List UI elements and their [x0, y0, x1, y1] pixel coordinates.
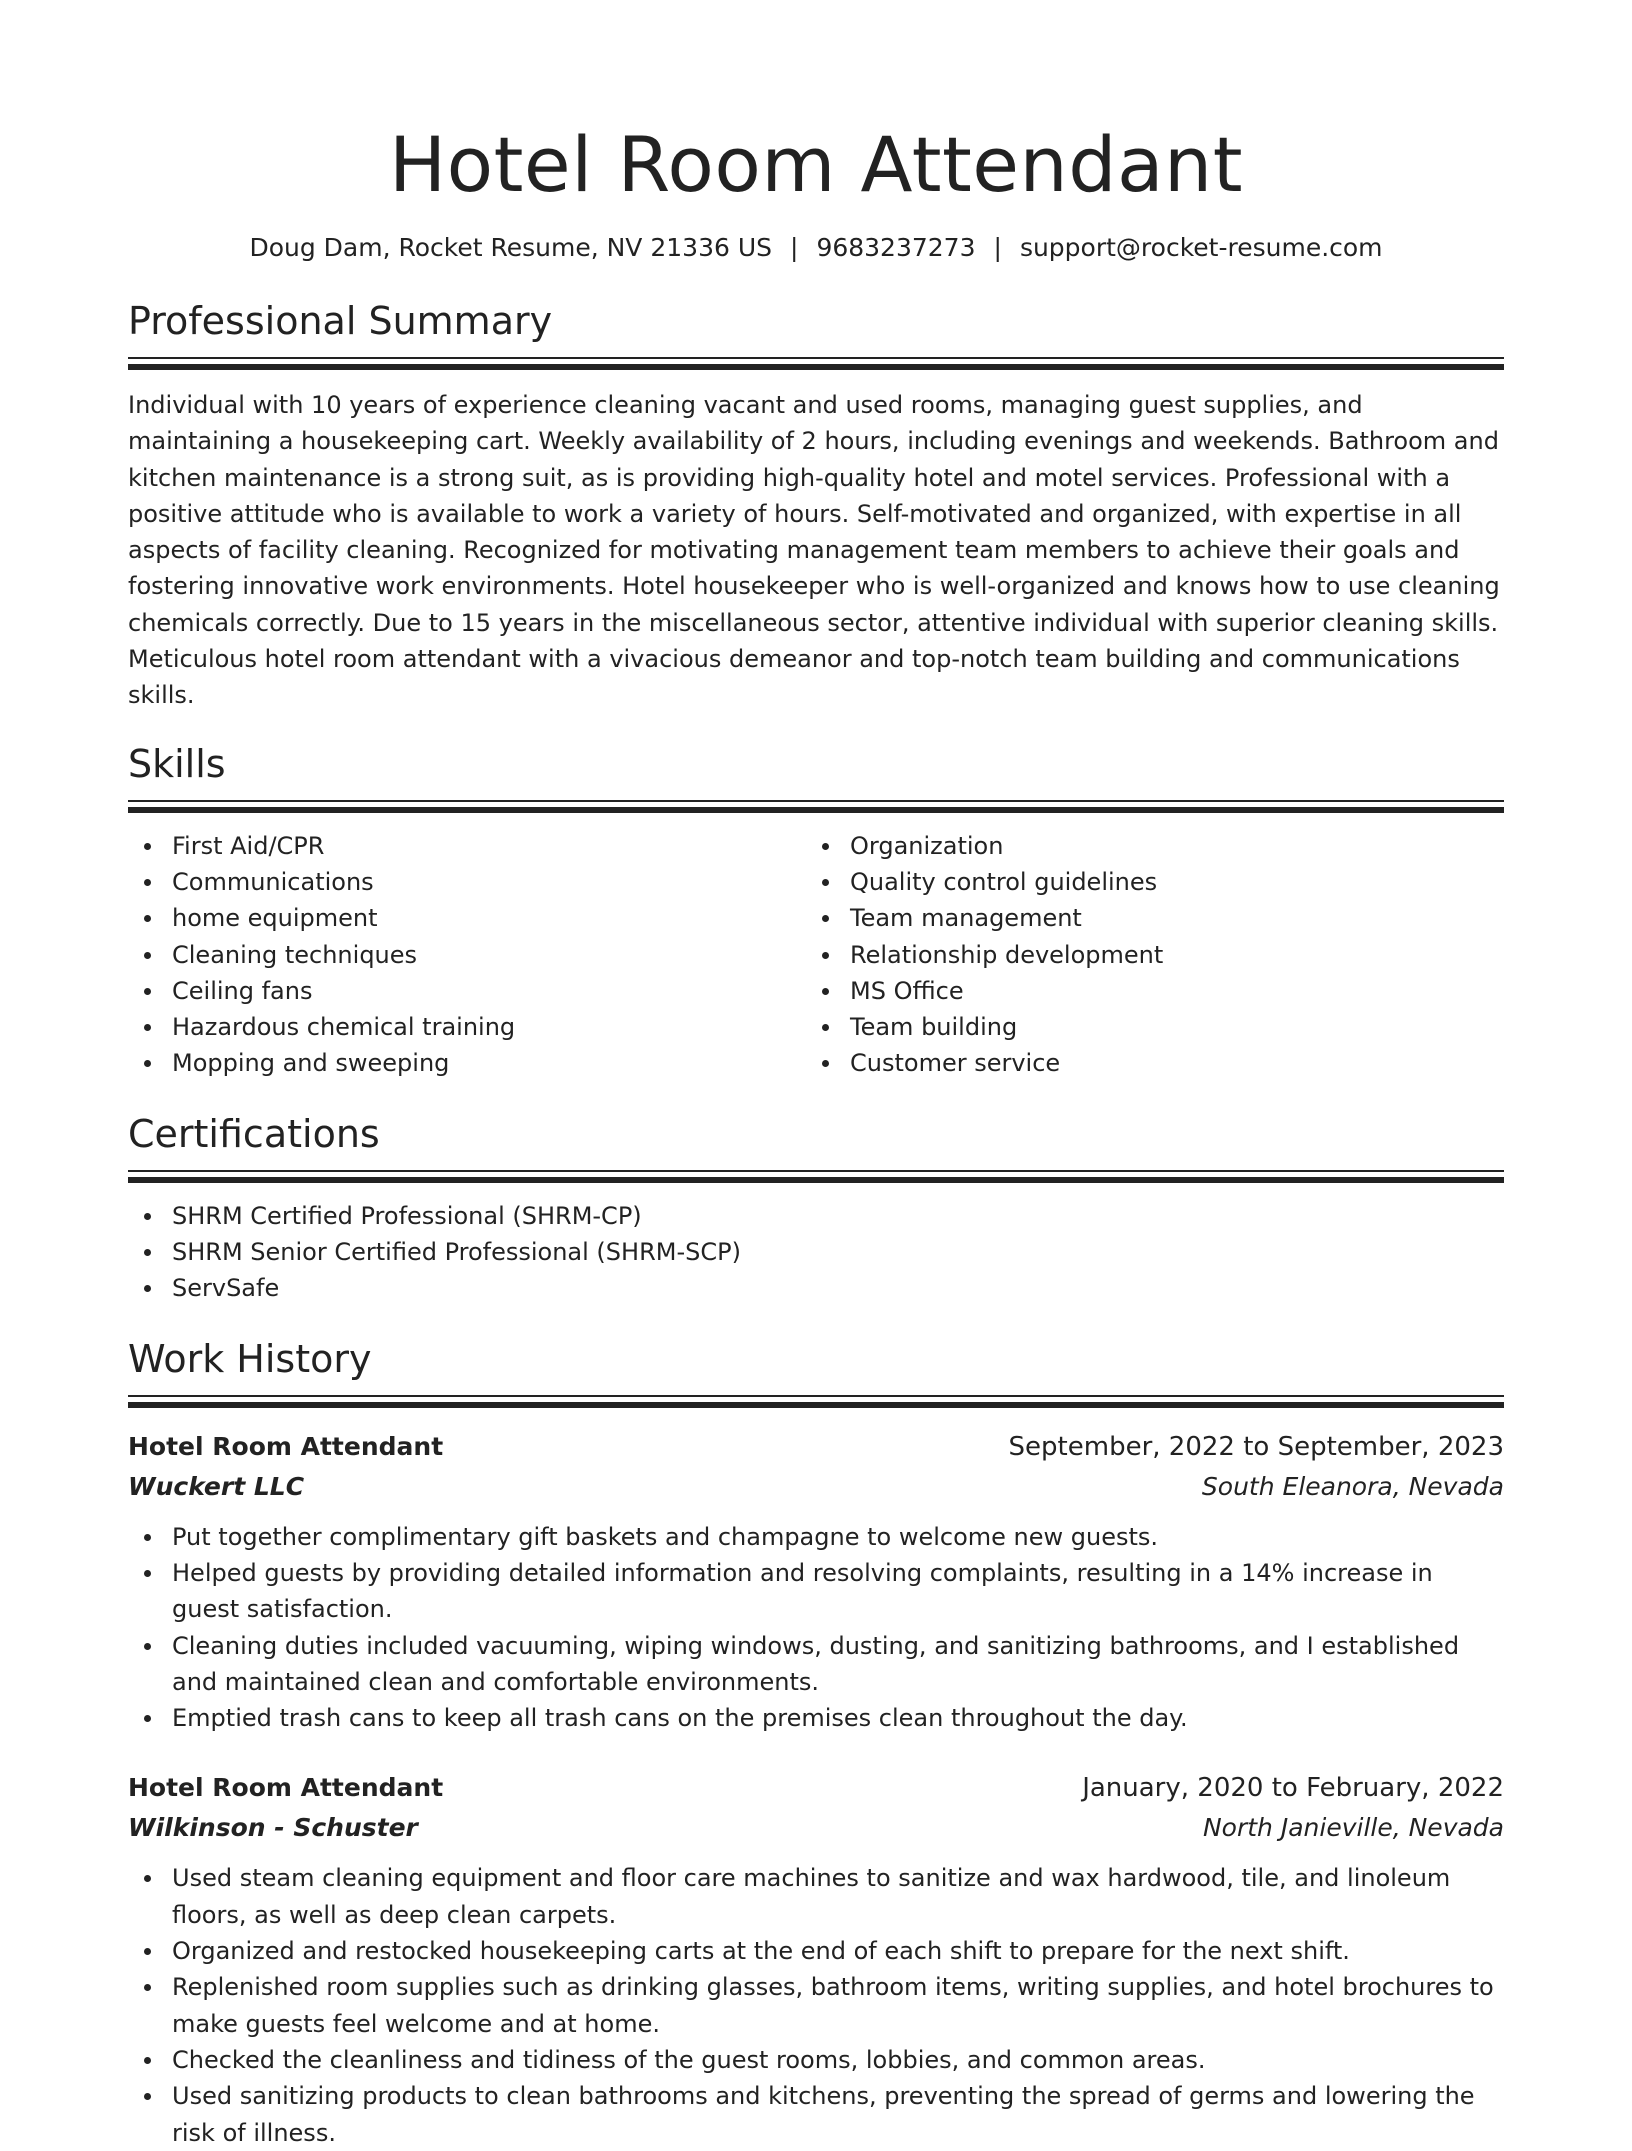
skill-item: Relationship development: [806, 937, 1484, 973]
job-bullets: [128, 1860, 1504, 2150]
certification-item: ServSafe: [128, 1270, 1504, 1306]
job-company: Wilkinson - Schuster: [128, 1813, 418, 1843]
certification-item: SHRM Senior Certified Professional (SHRM-SCP): [128, 1234, 1504, 1270]
section-divider: [128, 357, 1504, 371]
job-company-row: [128, 1467, 1504, 1507]
job-dates: January, 2020 to February, 2022: [1082, 1773, 1504, 1804]
job-bullets: [128, 1519, 1504, 1737]
job-bullet: Checked the cleanliness and tidiness of the guest rooms, lobbies, and common areas.: [128, 2042, 1504, 2078]
job-bullet: Used sanitizing products to clean bathrooms and kitchens, preventing the spread of germs and lowering the risk of illness.: [128, 2078, 1504, 2151]
job-title: Hotel Room Attendant: [128, 1431, 444, 1461]
job-header-row: [128, 1427, 1504, 1467]
certification-item: SHRM Certified Professional (SHRM-CP): [128, 1198, 1504, 1234]
contact-address: Doug Dam, Rocket Resume, NV 21336 US: [249, 233, 772, 262]
certifications-section: [128, 1110, 1504, 1307]
resume-page: [128, 0, 1504, 2151]
certifications-heading: Certifications: [128, 1111, 380, 1156]
job-location: South Eleanora, Nevada: [1201, 1471, 1504, 1501]
skills-heading: Skills: [128, 741, 226, 786]
skills-list-right: [806, 828, 1484, 1082]
job-company: Wuckert LLC: [128, 1471, 305, 1501]
skill-item: Organization: [806, 828, 1484, 864]
contact-phone: 9683237273: [816, 233, 976, 262]
skills-list-left: [128, 828, 806, 1082]
summary-section: [128, 297, 1504, 714]
skill-item: MS Office: [806, 973, 1484, 1009]
summary-text: Individual with 10 years of experience cleaning vacant and used rooms, managing guest supplies, and maintaining a housekeeping cart. Weekly availability of 2 hours, including evenings and weekends. Bathroom and kitchen maintenance is a strong suit, as is providing high-quality hotel and motel services. Professional with a positive attitude who is available to work a variety of hours. Self-motivated and organized, with expertise in all aspects of facility cleaning. Recognized for motivating management team members to achieve their goals and fostering innovative work environments. Hotel housekeeper who is well-organized and knows how to use cleaning chemicals correctly. Due to 15 years in the miscellaneous sector, attentive individual with superior cleaning skills. Meticulous hotel room attendant with a vivacious demeanor and top-notch team building and communications skills.: [128, 391, 1500, 710]
job-location: North Janieville, Nevada: [1202, 1813, 1504, 1843]
contact-email[interactable]: support@rocket-resume.com: [1019, 233, 1383, 262]
contact-separator: |: [790, 233, 799, 262]
skill-item: Mopping and sweeping: [128, 1045, 806, 1081]
work-history-heading: Work History: [128, 1336, 372, 1381]
certifications-list: [128, 1198, 1504, 1307]
skills-grid: [128, 828, 1504, 1082]
job-entry: [128, 1427, 1504, 1737]
skill-item: Communications: [128, 864, 806, 900]
skill-item: Team management: [806, 900, 1484, 936]
job-title: Hotel Room Attendant: [128, 1773, 444, 1803]
skills-section: [128, 740, 1504, 1082]
resume-title: Hotel Room Attendant: [388, 120, 1243, 209]
contact-line: [128, 232, 1504, 264]
summary-heading: Professional Summary: [128, 299, 553, 343]
contact-separator: |: [993, 233, 1002, 262]
skill-item: Hazardous chemical training: [128, 1009, 806, 1045]
skill-item: Quality control guidelines: [806, 864, 1484, 900]
job-bullet: Emptied trash cans to keep all trash cans on the premises clean throughout the day.: [128, 1700, 1504, 1736]
job-bullet: Organized and restocked housekeeping carts at the end of each shift to prepare for the next shift.: [128, 1933, 1504, 1969]
skill-item: home equipment: [128, 900, 806, 936]
job-company-row: [128, 1808, 1504, 1848]
skill-item: Customer service: [806, 1045, 1484, 1081]
job-dates: September, 2022 to September, 2023: [1008, 1431, 1504, 1462]
section-divider: [128, 1170, 1504, 1184]
job-entry: [128, 1768, 1504, 2150]
skill-item: Team building: [806, 1009, 1484, 1045]
skill-item: Ceiling fans: [128, 973, 806, 1009]
skill-item: First Aid/CPR: [128, 828, 806, 864]
section-divider: [128, 800, 1504, 814]
job-header-row: [128, 1768, 1504, 1808]
work-history-section: [128, 1335, 1504, 2151]
job-bullet: Put together complimentary gift baskets and champagne to welcome new guests.: [128, 1519, 1504, 1555]
job-bullet: Helped guests by providing detailed information and resolving complaints, resulting in a 14% increase in guest satisfaction.: [128, 1555, 1504, 1628]
skill-item: Cleaning techniques: [128, 937, 806, 973]
job-bullet: Cleaning duties included vacuuming, wiping windows, dusting, and sanitizing bathrooms, and I established and maintained clean and comfortable environments.: [128, 1628, 1504, 1701]
job-bullet: Used steam cleaning equipment and floor care machines to sanitize and wax hardwood, tile, and linoleum floors, as well as deep clean carpets.: [128, 1860, 1504, 1933]
section-divider: [128, 1395, 1504, 1409]
job-bullet: Replenished room supplies such as drinking glasses, bathroom items, writing supplies, and hotel brochures to make guests feel welcome and at home.: [128, 1969, 1504, 2042]
